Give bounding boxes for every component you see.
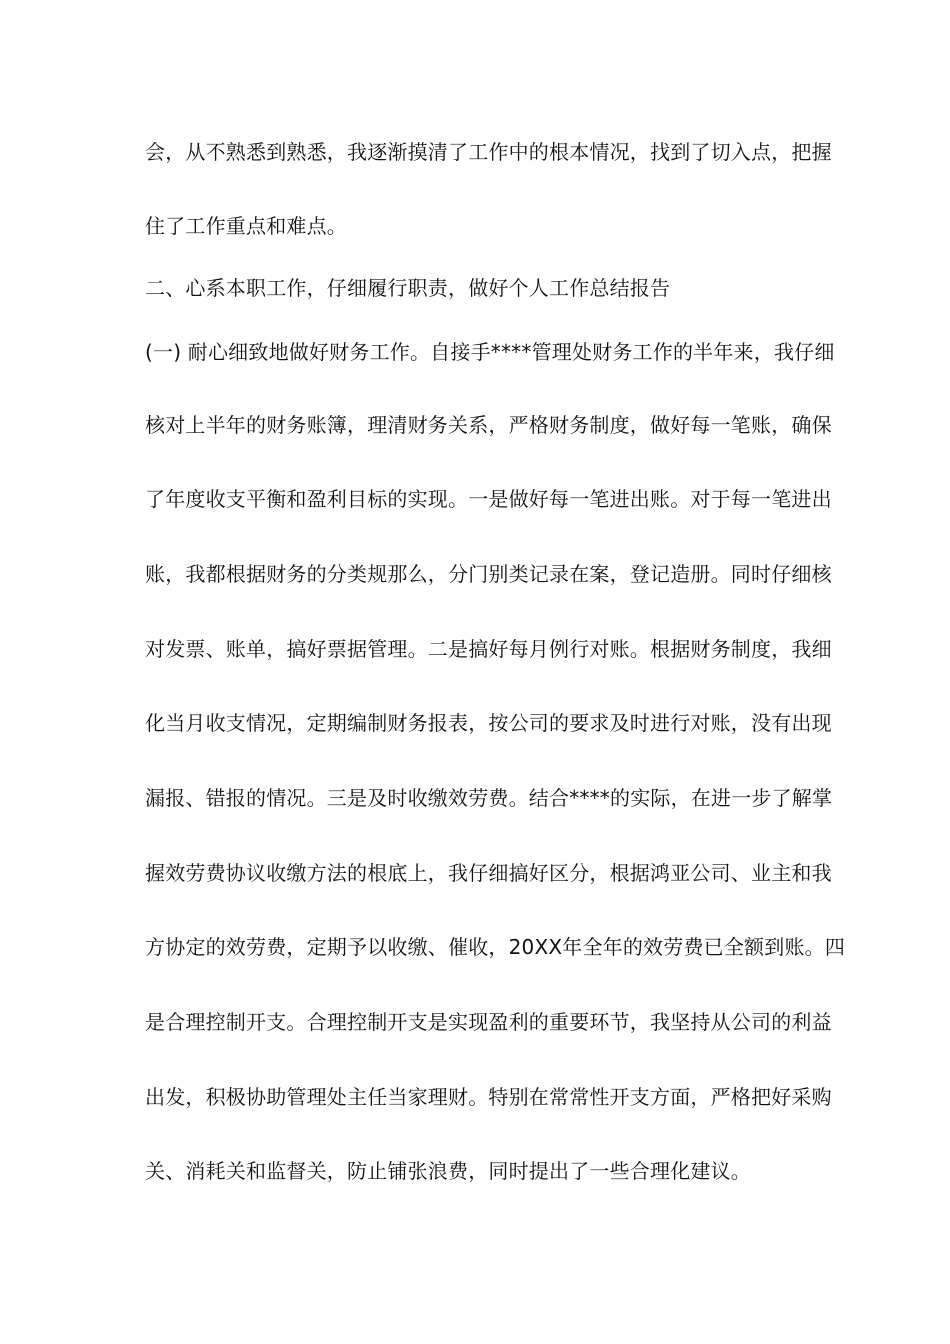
body-text-line: 账，我都根据财务的分类规那么，分门别类记录在案，登记造册。同时仔细核 [145,562,832,586]
body-text-line: 对发票、账单，搞好票据管理。二是搞好每月例行对账。根据财务制度，我细 [145,637,832,661]
body-text-line: 住了工作重点和难点。 [145,214,347,238]
body-text-line: 握效劳费协议收缴方法的根底上，我仔细搞好区分，根据鸿亚公司、业主和我 [145,861,832,885]
body-text-line: 出发，积极协助管理处主任当家理财。特别在常常性开支方面，严格把好采购 [145,1085,832,1109]
body-text-line: 方协定的效劳费，定期予以收缴、催收，20XX年全年的效劳费已全额到账。四 [145,935,846,959]
body-text-line: 了年度收支平衡和盈利目标的实现。一是做好每一笔进出账。对于每一笔进出 [145,487,832,511]
section-heading: 二、心系本职工作，仔细履行职责，做好个人工作总结报告 [145,276,671,300]
body-text-line: 核对上半年的财务账簿，理清财务关系，严格财务制度，做好每一笔账，确保 [145,413,832,437]
body-text-line: 关、消耗关和监督关，防止铺张浪费，同时提出了一些合理化建议。 [145,1159,751,1183]
body-text-line: 是合理控制开支。合理控制开支是实现盈利的重要环节，我坚持从公司的利益 [145,1010,832,1034]
body-text-line: 漏报、错报的情况。三是及时收缴效劳费。结合****的实际，在进一步了解掌 [145,786,833,810]
body-text-line: 化当月收支情况，定期编制财务报表，按公司的要求及时进行对账，没有出现 [145,711,832,735]
subsection-paragraph-line: (一) 耐心细致地做好财务工作。自接手****管理处财务工作的半年来，我仔细 [145,340,835,364]
body-text-line: 会，从不熟悉到熟悉，我逐渐摸清了工作中的根本情况，找到了切入点，把握 [145,140,832,164]
